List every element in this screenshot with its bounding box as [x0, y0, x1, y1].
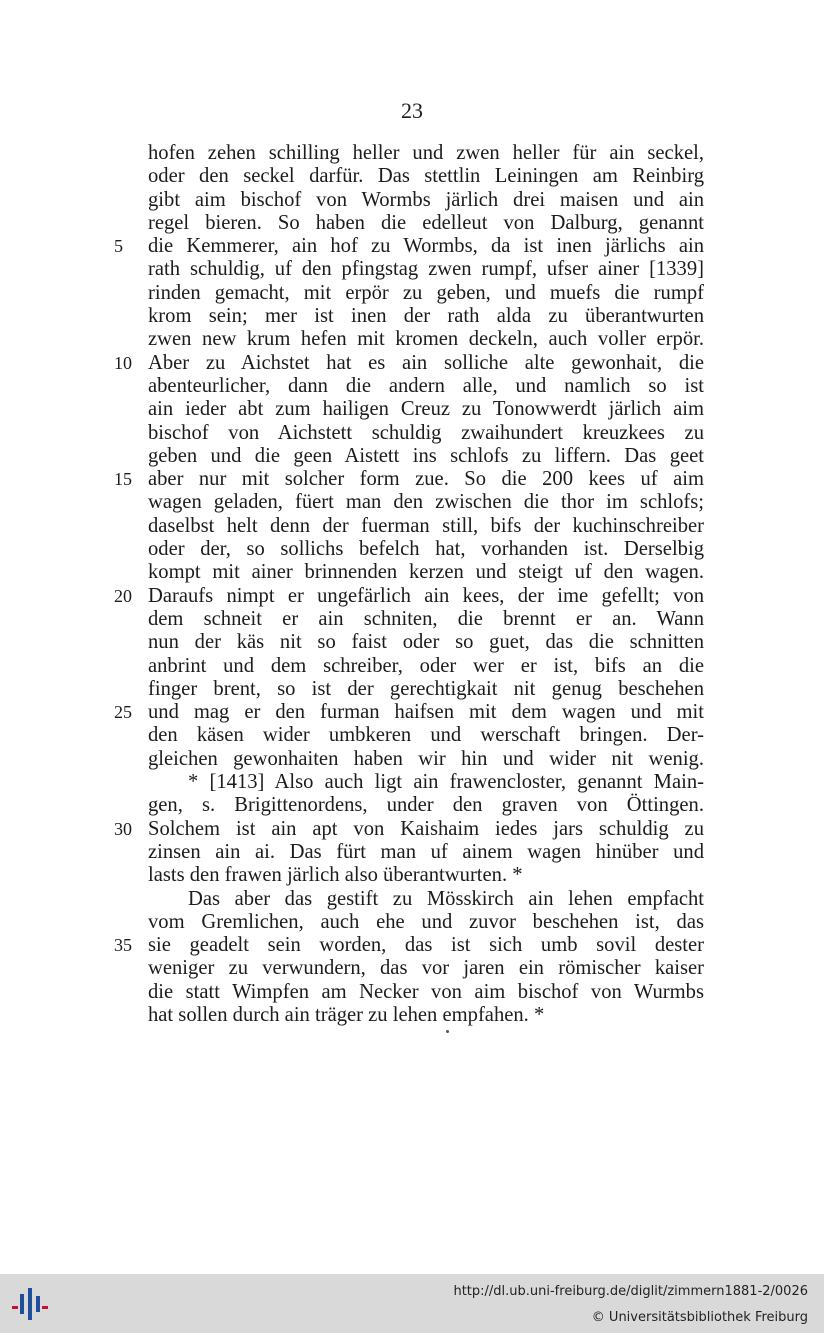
text-line	[148, 538, 704, 561]
line-text: gen, s. Brigittenordens, under den graven von Öttingen.	[148, 794, 704, 817]
text-line	[114, 468, 704, 491]
line-text: nun der käs nit so faist oder so guet, das die schnitten	[148, 631, 704, 654]
line-text: geben und die geen Aistett ins schlofs zu liffern. Das geet	[148, 444, 704, 467]
text-line	[148, 422, 704, 445]
text-line	[148, 864, 704, 887]
ub-freiburg-logo-icon[interactable]	[8, 1282, 52, 1326]
text-line	[148, 142, 704, 165]
text-line	[148, 678, 704, 701]
line-text: Solchem ist ain apt von Kaishaim iedes jars schuldig zu	[148, 817, 704, 840]
line-text: den käsen wider umbkeren und werschaft bringen. Der-	[148, 724, 704, 747]
copyright-text: © Universitätsbibliothek Freiburg	[591, 1310, 808, 1325]
text-line	[148, 398, 704, 421]
text-line	[148, 258, 704, 281]
line-number: 30	[114, 818, 132, 839]
line-text: Das aber das gestift zu Mösskirch ain lehen empfacht	[188, 887, 704, 910]
line-text: Daraufs nimpt er ungefärlich ain kees, der ime gefellt; von	[148, 584, 704, 607]
text-line	[148, 328, 704, 351]
text-line	[148, 981, 704, 1004]
line-text: die Kemmerer, ain hof zu Wormbs, da ist inen järlichs ain	[148, 235, 704, 258]
decorative-dot	[446, 1030, 449, 1033]
line-text: wagen geladen, füert man den zwischen die thor im schlofs;	[148, 491, 704, 514]
text-line	[148, 491, 704, 514]
line-text: ain ieder abt zum hailigen Creuz zu Tonowwerdt järlich aim	[148, 398, 704, 421]
line-text: kompt mit ainer brinnenden kerzen und steigt uf den wagen.	[148, 561, 704, 584]
line-text: und mag er den furman haifsen mit dem wagen und mit	[148, 701, 704, 724]
text-line	[148, 841, 704, 864]
line-text: lasts den frawen järlich also überantwurten. *	[148, 864, 523, 887]
text-line	[148, 911, 704, 934]
line-text: daselbst helt denn der fuerman still, bifs der kuchinschreiber	[148, 514, 704, 537]
line-text: rinden gemacht, mit erpör zu geben, und muefs die rumpf	[148, 281, 704, 304]
text-line	[114, 701, 704, 724]
line-text: oder den seckel darfür. Das stettlin Leiningen am Reinbirg	[148, 165, 704, 188]
text-line	[148, 445, 704, 468]
line-number: 10	[114, 352, 132, 373]
text-line	[148, 608, 704, 631]
line-number: 25	[114, 702, 132, 723]
line-text: hat sollen durch ain träger zu lehen empfahen. *	[148, 1003, 545, 1026]
text-line	[148, 748, 704, 771]
line-number: 5	[114, 236, 123, 257]
line-number: 35	[114, 935, 132, 956]
source-url-link[interactable]: http://dl.ub.uni-freiburg.de/diglit/zimmern1881-2/0026	[453, 1284, 808, 1299]
text-line	[114, 235, 704, 258]
text-line	[148, 957, 704, 980]
text-line	[148, 212, 704, 235]
text-line	[148, 305, 704, 328]
line-text: aber nur mit solcher form zue. So die 200 kees uf aim	[148, 468, 704, 491]
line-text: dem schneit er ain schniten, die brennt er an. Wann	[148, 607, 704, 630]
text-body	[114, 142, 704, 1027]
text-line	[148, 165, 704, 188]
text-line	[114, 584, 704, 608]
line-text: hofen zehen schilling heller und zwen heller für ain seckel,	[148, 142, 704, 164]
line-number: 15	[114, 469, 132, 490]
line-text: krom sein; mer ist inen der rath alda zu überantwurten	[148, 305, 704, 328]
text-line	[148, 631, 704, 654]
line-text: weniger zu verwundern, das vor jaren ein römischer kaiser	[148, 957, 704, 980]
footer-bar	[0, 1274, 824, 1333]
text-line	[148, 655, 704, 678]
text-line	[148, 794, 704, 817]
line-text: rath schuldig, uf den pfingstag zwen rumpf, ufser ainer [1339]	[148, 258, 704, 281]
line-text: sie geadelt sein worden, das ist sich umb sovil dester	[148, 934, 704, 957]
line-text: regel bieren. So haben die edelleut von Dalburg, genannt	[148, 211, 704, 234]
text-line	[114, 817, 704, 841]
text-line	[148, 189, 704, 212]
text-line	[148, 888, 704, 911]
line-text: gleichen gewonhaiten haben wir hin und wider nit wenig.	[148, 747, 704, 770]
text-line	[114, 934, 704, 957]
line-text: zinsen ain ai. Das fürt man uf ainem wagen hinüber und	[148, 840, 704, 863]
line-text: * [1413] Also auch ligt ain frawencloster, genannt Main-	[188, 771, 704, 794]
line-text: zwen new krum hefen mit kromen deckeln, auch voller erpör.	[148, 328, 704, 351]
text-line	[148, 1004, 704, 1027]
line-text: vom Gremlichen, auch ehe und zuvor beschehen ist, das	[148, 910, 704, 933]
line-text: Aber zu Aichstet hat es ain solliche alte gewonhait, die	[148, 351, 704, 374]
line-text: bischof von Aichstett schuldig zwaihundert kreuzkees zu	[148, 421, 704, 444]
text-line	[148, 282, 704, 305]
text-line	[148, 515, 704, 538]
line-text: die statt Wimpfen am Necker von aim bischof von Wurmbs	[148, 980, 704, 1003]
line-text: gibt aim bischof von Wormbs järlich drei maisen und ain	[148, 188, 704, 211]
text-line	[148, 771, 704, 794]
text-line	[114, 351, 704, 375]
line-text: finger brent, so ist der gerechtigkait nit genug beschehen	[148, 677, 704, 700]
page-number: 23	[401, 98, 423, 123]
text-line	[148, 375, 704, 398]
line-text: abenteurlicher, dann die andern alle, und namlich so ist	[148, 374, 704, 397]
line-text: anbrint und dem schreiber, oder wer er ist, bifs an die	[148, 654, 704, 677]
line-number: 20	[114, 585, 132, 606]
text-line	[148, 561, 704, 584]
text-line	[148, 724, 704, 747]
line-text: oder der, so sollichs befelch hat, vorhanden ist. Derselbig	[148, 538, 704, 561]
